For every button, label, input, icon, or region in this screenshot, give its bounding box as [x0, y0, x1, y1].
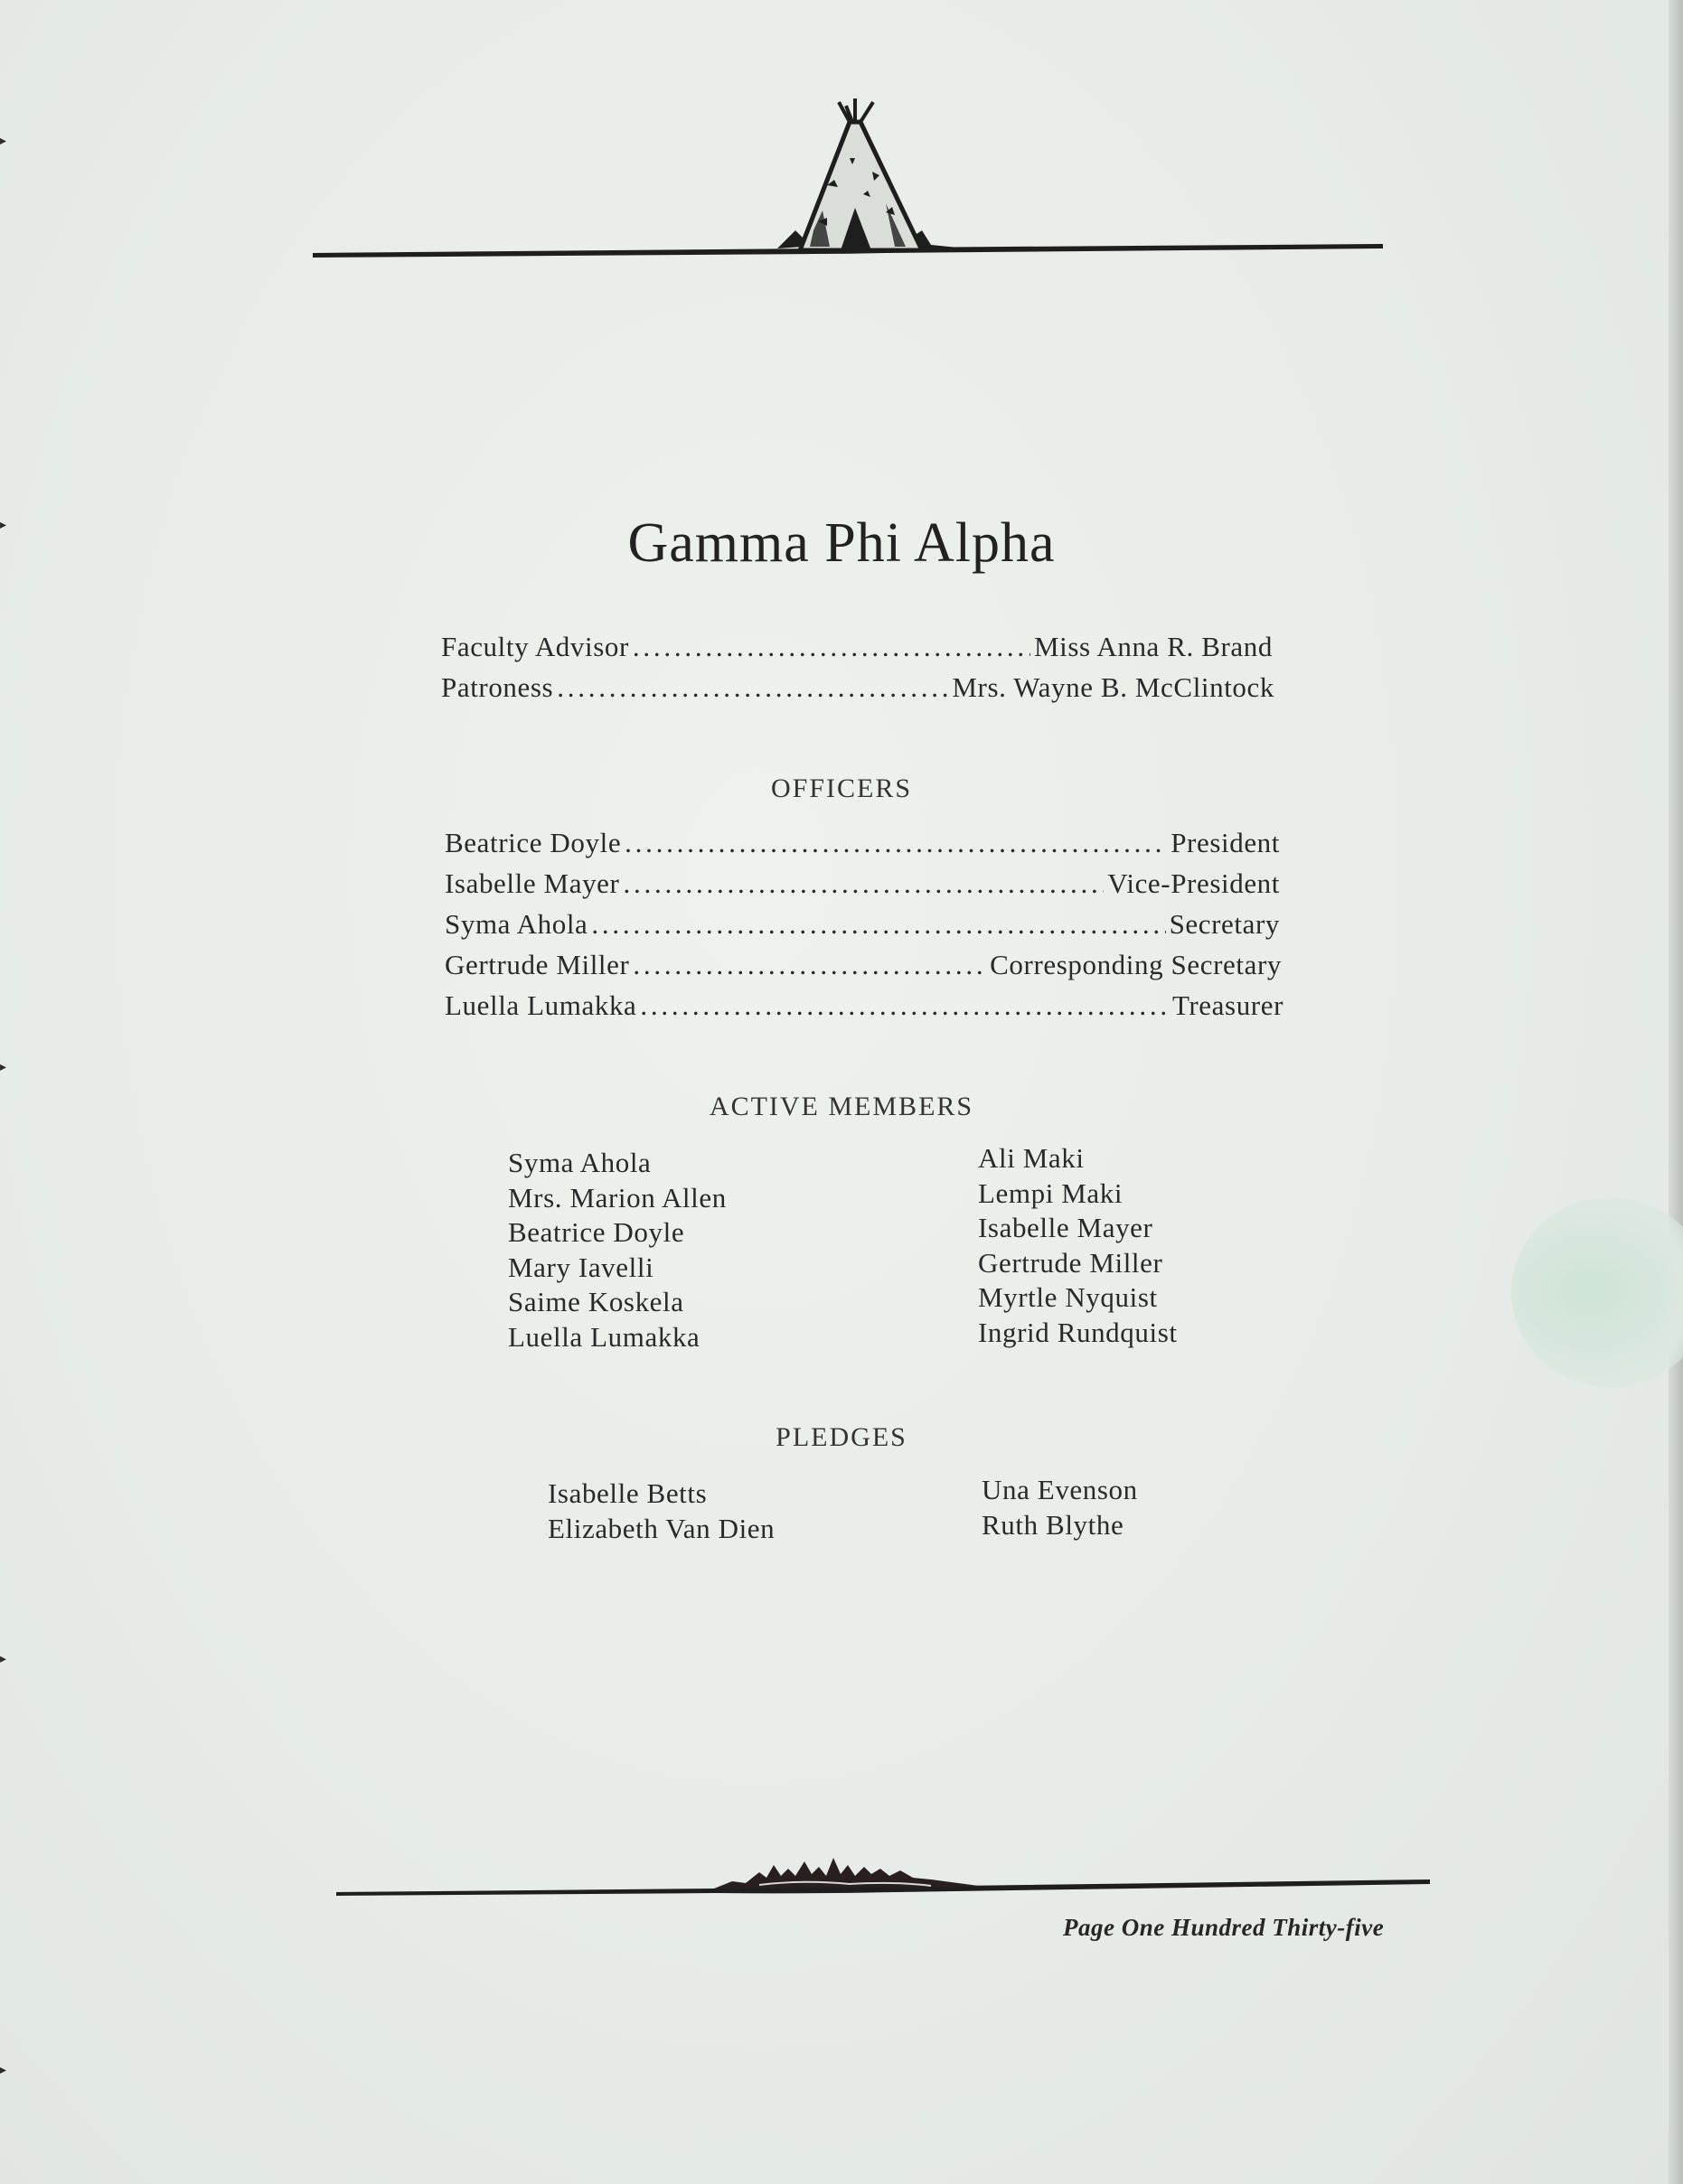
thumb-index-notch: [1511, 1197, 1683, 1387]
member-name: Myrtle Nyquist: [978, 1281, 1158, 1314]
binding-mark: ▸: [0, 2064, 7, 2077]
member-name: Mrs. Marion Allen: [508, 1181, 727, 1214]
officer-row: [445, 827, 1280, 859]
officer-title: Corresponding Secretary: [990, 949, 1282, 980]
pledges-heading: PLEDGES: [776, 1422, 907, 1452]
member-name: Lempi Maki: [978, 1176, 1124, 1209]
officer-name: Luella Lumakka: [445, 989, 637, 1021]
pledge-name: Isabelle Betts: [548, 1477, 708, 1509]
officer-title: Treasurer: [1171, 989, 1283, 1021]
member-name: Beatrice Doyle: [508, 1216, 685, 1249]
page-number: Page One Hundred Thirty-five: [1063, 1914, 1385, 1941]
officer-title: Secretary: [1169, 908, 1280, 940]
binding-mark: ▸: [0, 519, 7, 532]
binding-mark: ▸: [0, 135, 7, 148]
officer-name: Syma Ahola: [445, 908, 588, 940]
officer-row: [445, 989, 1283, 1022]
leader-dots: [633, 631, 1030, 663]
advisor-role: Patroness: [441, 671, 554, 703]
member-name: Luella Lumakka: [508, 1320, 700, 1353]
tipi-icon: [307, 95, 1392, 267]
officer-name: Gertrude Miller: [445, 949, 630, 980]
member-name: Saime Koskela: [508, 1286, 684, 1318]
active-members-heading: ACTIVE MEMBERS: [709, 1092, 974, 1121]
pledges-left: [548, 1476, 775, 1546]
treeline-icon: [334, 1834, 1433, 1898]
member-name: Syma Ahola: [508, 1147, 652, 1178]
pledge-name: Elizabeth Van Dien: [548, 1512, 776, 1544]
active-members-right: [978, 1141, 1178, 1351]
officer-title: President: [1171, 827, 1280, 858]
member-name: Isabelle Mayer: [978, 1212, 1153, 1244]
officer-name: Isabelle Mayer: [445, 867, 620, 899]
member-name: Gertrude Miller: [978, 1246, 1163, 1279]
pledge-name: Una Evenson: [982, 1474, 1138, 1505]
officer-name: Beatrice Doyle: [445, 827, 622, 858]
pledges-right: [982, 1473, 1138, 1542]
officers-heading: OFFICERS: [770, 773, 913, 803]
binding-mark: ▸: [0, 1061, 7, 1074]
member-name: Ali Maki: [978, 1142, 1085, 1174]
binding-mark: ▸: [0, 1653, 7, 1666]
page-title: Gamma Phi Alpha: [627, 512, 1056, 574]
officer-row: [445, 949, 1282, 981]
member-name: Ingrid Rundquist: [978, 1316, 1178, 1348]
officer-title: Vice-President: [1107, 867, 1280, 899]
advisor-name: Miss Anna R. Brand: [1034, 631, 1273, 662]
leader-dots: [557, 671, 948, 704]
officer-row: [445, 908, 1280, 941]
leader-dots: [591, 908, 1165, 941]
advisor-name: Mrs. Wayne B. McClintock: [952, 671, 1274, 703]
leader-dots: [633, 949, 986, 981]
leader-dots: [623, 867, 1104, 900]
advisor-row: [441, 631, 1273, 663]
leader-dots: [625, 827, 1167, 859]
pledge-name: Ruth Blythe: [982, 1508, 1124, 1541]
advisor-row: [441, 671, 1274, 704]
member-name: Mary Iavelli: [508, 1251, 654, 1283]
officer-row: [445, 867, 1280, 900]
active-members-left: [508, 1146, 727, 1355]
advisor-role: Faculty Advisor: [441, 631, 629, 662]
leader-dots: [640, 989, 1169, 1022]
